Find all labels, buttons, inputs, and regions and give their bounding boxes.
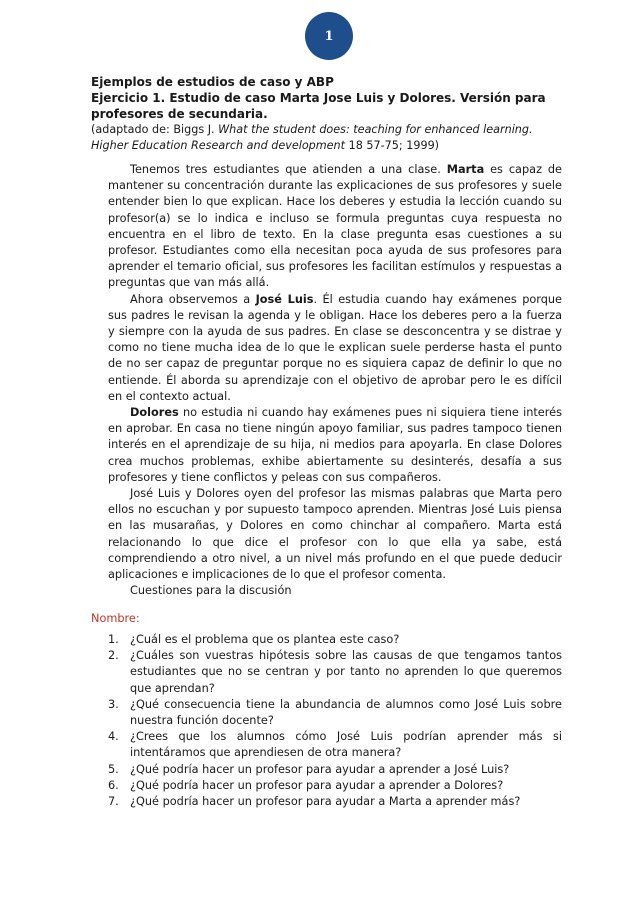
question-text: ¿Cuáles son vuestras hipótesis sobre las causas de que tengamos tantos estudiantes que no se centran y por tanto no aprenden lo que queremos que aprendan? <box>130 649 562 695</box>
paragraph-text: . Él estudia cuando hay exámenes porque sus padres le revisan la agenda y le obligan. Hace los deberes pero a la fuerza y siempre con la ayuda de sus padres. En clase se desconcentra y se distrae y como no tiene mucha idea de lo que le explican suele perderse hasta el punto de no ser capaz de preguntar porque no es siquiera capaz de definir lo que no entiende. Él aborda su aprendizaje con el objetivo de aprobar pero le es difícil en el contexto actual. <box>108 292 562 403</box>
question-text: ¿Qué podría hacer un profesor para ayudar a aprender a José Luis? <box>130 762 510 776</box>
document-header <box>91 74 571 122</box>
paragraph-text: no estudia ni cuando hay exámenes pues ni siquiera tiene interés en aprobar. En casa no tiene ningún apoyo familiar, sus padres tampoco tienen interés en el aprendizaje de su hija, ni medios para apoyarla. En clase Dolores crea muchos problemas, exhibe abiertamente su desinterés, desafía a sus profesores y tiene conflictos y peleas con sus compañeros. <box>108 406 562 484</box>
paragraph-marta <box>108 162 562 292</box>
paragraph-conclusion: José Luis y Dolores oyen del profesor las mismas palabras que Marta pero ellos no escuchan y por supuesto tampoco aprenden. Mientras José Luis piensa en las musarañas, y Dolores en como chinchar al compañero. Marta está relacionando lo que dice el profesor con lo que ella ya sabe, está comprendiendo a otro nivel, a un nivel más profundo en el que puede deducir aplicaciones e implicaciones de lo que el profesor comenta. <box>108 487 562 582</box>
list-item <box>108 762 562 778</box>
paragraph-text: Tenemos tres estudiantes que atienden a una clase. <box>130 163 447 176</box>
question-number: 4. <box>108 730 119 744</box>
paragraph-jose-luis <box>108 292 562 405</box>
reference-suffix: 18 57-75; 1999) <box>345 139 440 152</box>
header-line-2: Ejercicio 1. Estudio de caso Marta Jose Luis y Dolores. Versión para <box>91 91 546 105</box>
case-description <box>108 162 562 583</box>
question-number: 7. <box>108 795 119 809</box>
question-number: 6. <box>108 778 119 792</box>
question-number: 1. <box>108 633 119 646</box>
name-label: Nombre: <box>91 612 140 625</box>
question-text: ¿Cuál es el problema que os plantea este caso? <box>130 633 400 646</box>
paragraph-text: es capaz de mantener su concentración durante las explicaciones de sus profesores y suele entender bien lo que explican. Hace los deberes y estudia la lección cuando su profesor(a) se lo indica e incluso se formula preguntas cuya respuesta no encuentra en el libro de texto. En la clase pregunta esas cuestiones a su profesor. Estudiantes como ella necesitan poca ayuda de sus profesores para aprender el temario oficial, sus profesores les facilitan estímulos y respuestas a preguntas que van más allá. <box>108 163 563 290</box>
question-number: 2. <box>108 649 119 663</box>
question-number: 5. <box>108 762 119 776</box>
reference-title: What the student does: teaching for enhanced learning. Higher Education Research and development <box>91 123 533 152</box>
question-list <box>108 632 562 810</box>
paragraph-dolores <box>108 405 562 486</box>
list-item <box>108 648 562 697</box>
question-text: ¿Crees que los alumnos cómo José Luis podrían aprender más si intentáramos que aprendiesen de otra manera? <box>130 730 562 760</box>
list-item <box>108 794 562 810</box>
student-name-jose-luis: José Luis <box>255 292 314 306</box>
list-item <box>108 729 562 761</box>
list-item <box>108 697 562 729</box>
page-number-badge <box>305 12 353 60</box>
discussion-title: Cuestiones para la discusión <box>130 584 292 597</box>
reference-prefix: (adaptado de: Biggs J. <box>91 123 219 136</box>
question-text: ¿Qué podría hacer un profesor para ayudar a Marta a aprender más? <box>130 795 521 809</box>
question-number: 3. <box>108 697 119 711</box>
header-line-3: profesores de secundaria. <box>91 107 268 121</box>
list-item <box>108 778 562 794</box>
header-line-1: Ejemplos de estudios de caso y ABP <box>91 75 334 89</box>
list-item <box>108 632 562 648</box>
student-name-marta: Marta <box>446 163 485 176</box>
paragraph-text: Ahora observemos a <box>130 292 256 306</box>
reference-citation <box>91 122 571 154</box>
page-number: 1 <box>324 28 334 44</box>
student-name-dolores: Dolores <box>130 406 179 420</box>
question-text: ¿Qué consecuencia tiene la abundancia de alumnos como José Luis sobre nuestra función docente? <box>130 697 562 728</box>
question-text: ¿Qué podría hacer un profesor para ayudar a aprender a Dolores? <box>130 778 504 792</box>
